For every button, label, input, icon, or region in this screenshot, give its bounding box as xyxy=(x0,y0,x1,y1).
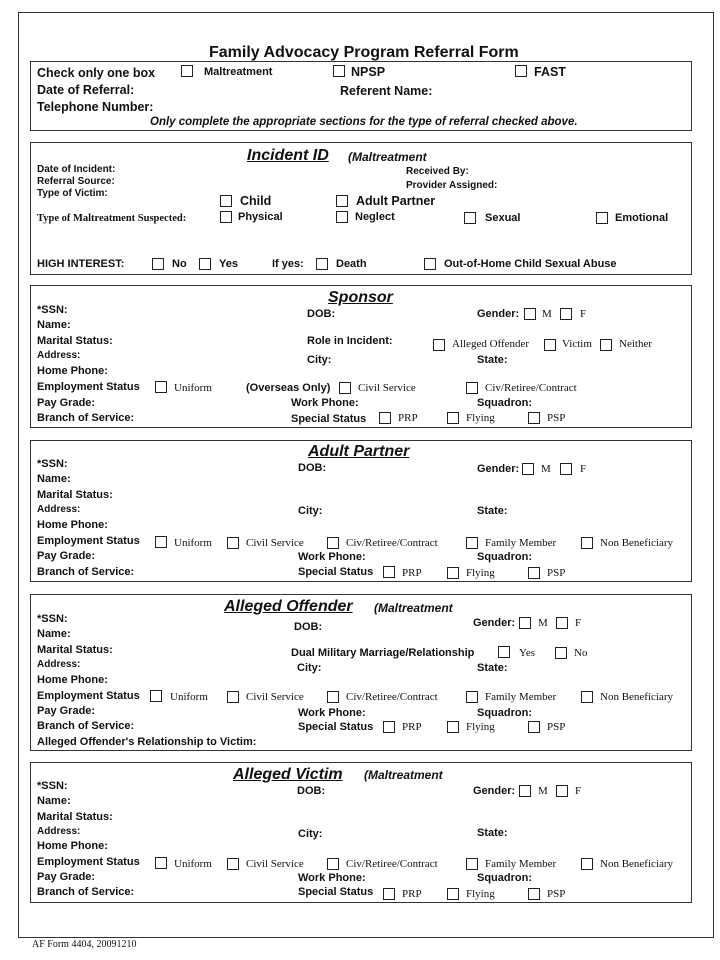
sponsor-squadron-label: Squadron: xyxy=(477,397,532,409)
sponsor-section xyxy=(30,285,692,428)
offender-gender-m-checkbox[interactable] xyxy=(519,617,531,629)
victim-gender-label: Gender: xyxy=(473,785,516,797)
partner-family-member-label: Family Member xyxy=(485,537,557,549)
victim-city-label: City: xyxy=(298,828,323,840)
adult-partner-checkbox[interactable] xyxy=(336,195,348,207)
partner-psp-label: PSP xyxy=(547,567,566,579)
sponsor-flying-checkbox[interactable] xyxy=(447,412,459,424)
victim-civil-service-checkbox[interactable] xyxy=(227,858,239,870)
sponsor-marital-label: Marital Status: xyxy=(37,335,113,347)
offender-uniform-checkbox[interactable] xyxy=(150,690,162,702)
partner-work-phone-label: Work Phone: xyxy=(298,551,366,563)
victim-dob-label: DOB: xyxy=(297,785,326,797)
adult-partner-label: Adult Partner xyxy=(356,194,436,208)
victim-gender-f-checkbox[interactable] xyxy=(556,785,568,797)
physical-label: Physical xyxy=(238,211,283,223)
role-alleged-offender-label: Alleged Offender xyxy=(452,338,530,350)
offender-branch-label: Branch of Service: xyxy=(37,720,135,732)
child-checkbox[interactable] xyxy=(220,195,232,207)
partner-special-status-label: Special Status xyxy=(298,566,374,578)
offender-gender-f-label: F xyxy=(575,617,582,629)
adult-partner-heading: Adult Partner xyxy=(308,443,410,460)
victim-employment-label: Employment Status xyxy=(37,856,140,868)
sponsor-address-label: Address: xyxy=(37,350,81,361)
offender-uniform-label: Uniform xyxy=(170,691,208,703)
offender-civil-service-label: Civil Service xyxy=(246,691,304,703)
sponsor-gender-label: Gender: xyxy=(477,308,520,320)
partner-address-label: Address: xyxy=(37,504,81,515)
npsp-checkbox[interactable] xyxy=(333,65,345,77)
offender-prp-label: PRP xyxy=(402,721,422,733)
type-of-victim-label: Type of Victim: xyxy=(37,188,108,199)
sponsor-uniform-label: Uniform xyxy=(174,382,212,394)
out-of-home-label: Out-of-Home Child Sexual Abuse xyxy=(444,258,617,270)
sponsor-gender-m-label: M xyxy=(542,308,552,320)
sponsor-dob-label: DOB: xyxy=(307,308,336,320)
partner-home-phone-label: Home Phone: xyxy=(37,519,108,531)
offender-family-member-checkbox[interactable] xyxy=(466,691,478,703)
victim-prp-label: PRP xyxy=(402,888,422,900)
emotional-checkbox[interactable] xyxy=(596,212,608,224)
sexual-label: Sexual xyxy=(485,212,521,224)
sponsor-state-label: State: xyxy=(477,354,508,366)
partner-non-beneficiary-checkbox[interactable] xyxy=(581,537,593,549)
partner-state-label: State: xyxy=(477,505,508,517)
received-by-label: Received By: xyxy=(406,166,469,177)
high-interest-label: HIGH INTEREST: xyxy=(37,258,125,270)
death-label: Death xyxy=(336,258,367,270)
role-victim-checkbox[interactable] xyxy=(544,339,556,351)
partner-flying-checkbox[interactable] xyxy=(447,567,459,579)
victim-squadron-label: Squadron: xyxy=(477,872,532,884)
victim-family-member-label: Family Member xyxy=(485,858,557,870)
form-number-footer: AF Form 4404, 20091210 xyxy=(32,939,137,950)
sponsor-psp-label: PSP xyxy=(547,412,566,424)
sponsor-civ-retiree-label: Civ/Retiree/Contract xyxy=(485,382,577,394)
offender-state-label: State: xyxy=(477,662,508,674)
check-only-one-label: Check only one box xyxy=(37,66,156,80)
sponsor-branch-label: Branch of Service: xyxy=(37,412,135,424)
physical-checkbox[interactable] xyxy=(220,211,232,223)
offender-special-status-label: Special Status xyxy=(298,721,374,733)
sponsor-prp-label: PRP xyxy=(398,412,418,424)
offender-ssn-label: *SSN: xyxy=(37,613,68,625)
partner-family-member-checkbox[interactable] xyxy=(466,537,478,549)
partner-civ-retiree-label: Civ/Retiree/Contract xyxy=(346,537,438,549)
victim-prp-checkbox[interactable] xyxy=(383,888,395,900)
victim-non-beneficiary-checkbox[interactable] xyxy=(581,858,593,870)
victim-sub: (Maltreatment xyxy=(364,768,443,782)
partner-marital-label: Marital Status: xyxy=(37,489,113,501)
maltreatment-checkbox[interactable] xyxy=(181,65,193,77)
offender-civ-retiree-label: Civ/Retiree/Contract xyxy=(346,691,438,703)
sponsor-city-label: City: xyxy=(307,354,332,366)
high-interest-yes-checkbox[interactable] xyxy=(199,258,211,270)
partner-flying-label: Flying xyxy=(466,567,495,579)
victim-marital-label: Marital Status: xyxy=(37,811,113,823)
victim-work-phone-label: Work Phone: xyxy=(298,872,366,884)
offender-family-member-label: Family Member xyxy=(485,691,557,703)
partner-pay-grade-label: Pay Grade: xyxy=(37,550,96,562)
offender-squadron-label: Squadron: xyxy=(477,707,532,719)
maltreatment-label: Maltreatment xyxy=(204,66,273,78)
partner-civil-service-label: Civil Service xyxy=(246,537,304,549)
high-interest-yes-label: Yes xyxy=(219,258,238,270)
role-alleged-offender-checkbox[interactable] xyxy=(433,339,445,351)
role-victim-label: Victim xyxy=(562,338,592,350)
sponsor-civil-service-checkbox[interactable] xyxy=(339,382,351,394)
sponsor-employment-label: Employment Status xyxy=(37,381,140,393)
victim-address-label: Address: xyxy=(37,826,81,837)
instructions-text: Only complete the appropriate sections for the type of referral checked above. xyxy=(150,116,578,128)
partner-gender-label: Gender: xyxy=(477,463,520,475)
victim-family-member-checkbox[interactable] xyxy=(466,858,478,870)
victim-home-phone-label: Home Phone: xyxy=(37,840,108,852)
sponsor-uniform-checkbox[interactable] xyxy=(155,381,167,393)
partner-prp-label: PRP xyxy=(402,567,422,579)
partner-gender-m-label: M xyxy=(541,463,551,475)
dual-military-no-checkbox[interactable] xyxy=(555,647,567,659)
victim-psp-label: PSP xyxy=(547,888,566,900)
role-neither-checkbox[interactable] xyxy=(600,339,612,351)
sponsor-gender-f-label: F xyxy=(580,308,587,320)
partner-branch-label: Branch of Service: xyxy=(37,566,135,578)
emotional-label: Emotional xyxy=(615,212,669,224)
incident-heading: Incident ID xyxy=(247,147,329,164)
offender-non-beneficiary-checkbox[interactable] xyxy=(581,691,593,703)
fast-label: FAST xyxy=(534,65,566,79)
partner-employment-label: Employment Status xyxy=(37,535,140,547)
offender-pay-grade-label: Pay Grade: xyxy=(37,705,96,717)
victim-state-label: State: xyxy=(477,827,508,839)
partner-civ-retiree-checkbox[interactable] xyxy=(327,537,339,549)
sponsor-special-status-label: Special Status xyxy=(291,413,367,425)
fast-checkbox[interactable] xyxy=(515,65,527,77)
npsp-label: NPSP xyxy=(351,65,386,79)
sponsor-pay-grade-label: Pay Grade: xyxy=(37,397,96,409)
sponsor-ssn-label: *SSN: xyxy=(37,304,68,316)
referent-name-label: Referent Name: xyxy=(340,84,433,98)
victim-pay-grade-label: Pay Grade: xyxy=(37,871,96,883)
sponsor-prp-checkbox[interactable] xyxy=(379,412,391,424)
offender-gender-f-checkbox[interactable] xyxy=(556,617,568,629)
partner-uniform-checkbox[interactable] xyxy=(155,536,167,548)
offender-home-phone-label: Home Phone: xyxy=(37,674,108,686)
offender-sub: (Maltreatment xyxy=(374,601,453,615)
victim-non-beneficiary-label: Non Beneficiary xyxy=(600,858,673,870)
form-title: Family Advocacy Program Referral Form xyxy=(209,44,519,61)
offender-city-label: City: xyxy=(297,662,322,674)
partner-name-label: Name: xyxy=(37,473,71,485)
sponsor-gender-m-checkbox[interactable] xyxy=(524,308,536,320)
offender-flying-checkbox[interactable] xyxy=(447,721,459,733)
incident-sub: (Maltreatment xyxy=(348,150,427,164)
offender-non-beneficiary-label: Non Beneficiary xyxy=(600,691,673,703)
offender-marital-label: Marital Status: xyxy=(37,644,113,656)
type-suspected-label: Type of Maltreatment Suspected: xyxy=(37,213,187,224)
victim-uniform-label: Uniform xyxy=(174,858,212,870)
partner-city-label: City: xyxy=(298,505,323,517)
partner-ssn-label: *SSN: xyxy=(37,458,68,470)
victim-branch-label: Branch of Service: xyxy=(37,886,135,898)
victim-uniform-checkbox[interactable] xyxy=(155,857,167,869)
provider-assigned-label: Provider Assigned: xyxy=(406,180,498,191)
sponsor-flying-label: Flying xyxy=(466,412,495,424)
offender-civ-retiree-checkbox[interactable] xyxy=(327,691,339,703)
sponsor-home-phone-label: Home Phone: xyxy=(37,365,108,377)
victim-heading: Alleged Victim xyxy=(233,766,343,783)
dual-military-yes-checkbox[interactable] xyxy=(498,646,510,658)
telephone-label: Telephone Number: xyxy=(37,100,154,114)
sponsor-overseas-label: (Overseas Only) xyxy=(246,382,331,394)
dual-military-yes-label: Yes xyxy=(519,647,536,659)
sponsor-gender-f-checkbox[interactable] xyxy=(560,308,572,320)
victim-flying-label: Flying xyxy=(466,888,495,900)
partner-dob-label: DOB: xyxy=(298,462,327,474)
victim-special-status-label: Special Status xyxy=(298,886,374,898)
dual-military-no-label: No xyxy=(574,647,588,659)
offender-dual-military-label: Dual Military Marriage/Relationship xyxy=(291,647,475,659)
victim-ssn-label: *SSN: xyxy=(37,780,68,792)
victim-name-label: Name: xyxy=(37,795,71,807)
high-interest-no-checkbox[interactable] xyxy=(152,258,164,270)
offender-heading: Alleged Offender xyxy=(224,598,353,615)
offender-prp-checkbox[interactable] xyxy=(383,721,395,733)
referral-source-label: Referral Source: xyxy=(37,176,115,187)
partner-civil-service-checkbox[interactable] xyxy=(227,537,239,549)
child-label: Child xyxy=(240,194,272,208)
offender-gender-m-label: M xyxy=(538,617,548,629)
victim-gender-m-checkbox[interactable] xyxy=(519,785,531,797)
death-checkbox[interactable] xyxy=(316,258,328,270)
offender-address-label: Address: xyxy=(37,659,81,670)
victim-civil-service-label: Civil Service xyxy=(246,858,304,870)
sponsor-role-label: Role in Incident: xyxy=(307,335,393,347)
victim-civ-retiree-checkbox[interactable] xyxy=(327,858,339,870)
offender-civil-service-checkbox[interactable] xyxy=(227,691,239,703)
neglect-checkbox[interactable] xyxy=(336,211,348,223)
date-of-incident-label: Date of Incident: xyxy=(37,164,116,175)
out-of-home-checkbox[interactable] xyxy=(424,258,436,270)
sponsor-work-phone-label: Work Phone: xyxy=(291,397,359,409)
offender-flying-label: Flying xyxy=(466,721,495,733)
offender-psp-checkbox[interactable] xyxy=(528,721,540,733)
offender-name-label: Name: xyxy=(37,628,71,640)
sponsor-civ-retiree-checkbox[interactable] xyxy=(466,382,478,394)
offender-employment-label: Employment Status xyxy=(37,690,140,702)
victim-civ-retiree-label: Civ/Retiree/Contract xyxy=(346,858,438,870)
partner-prp-checkbox[interactable] xyxy=(383,566,395,578)
offender-psp-label: PSP xyxy=(547,721,566,733)
partner-non-beneficiary-label: Non Beneficiary xyxy=(600,537,673,549)
date-of-referral-label: Date of Referral: xyxy=(37,83,135,97)
if-yes-label: If yes: xyxy=(272,258,304,270)
partner-gender-f-checkbox[interactable] xyxy=(560,463,572,475)
neglect-label: Neglect xyxy=(355,211,395,223)
victim-gender-m-label: M xyxy=(538,785,548,797)
partner-uniform-label: Uniform xyxy=(174,537,212,549)
partner-gender-m-checkbox[interactable] xyxy=(522,463,534,475)
partner-squadron-label: Squadron: xyxy=(477,551,532,563)
partner-psp-checkbox[interactable] xyxy=(528,567,540,579)
sexual-checkbox[interactable] xyxy=(464,212,476,224)
offender-gender-label: Gender: xyxy=(473,617,516,629)
sponsor-heading: Sponsor xyxy=(328,289,393,306)
victim-gender-f-label: F xyxy=(575,785,582,797)
victim-flying-checkbox[interactable] xyxy=(447,888,459,900)
high-interest-no-label: No xyxy=(172,258,187,270)
sponsor-name-label: Name: xyxy=(37,319,71,331)
sponsor-psp-checkbox[interactable] xyxy=(528,412,540,424)
victim-psp-checkbox[interactable] xyxy=(528,888,540,900)
offender-dob-label: DOB: xyxy=(294,621,323,633)
partner-gender-f-label: F xyxy=(580,463,587,475)
sponsor-civil-service-label: Civil Service xyxy=(358,382,416,394)
role-neither-label: Neither xyxy=(619,338,652,350)
offender-relationship-label: Alleged Offender's Relationship to Victim: xyxy=(37,736,257,748)
offender-work-phone-label: Work Phone: xyxy=(298,707,366,719)
